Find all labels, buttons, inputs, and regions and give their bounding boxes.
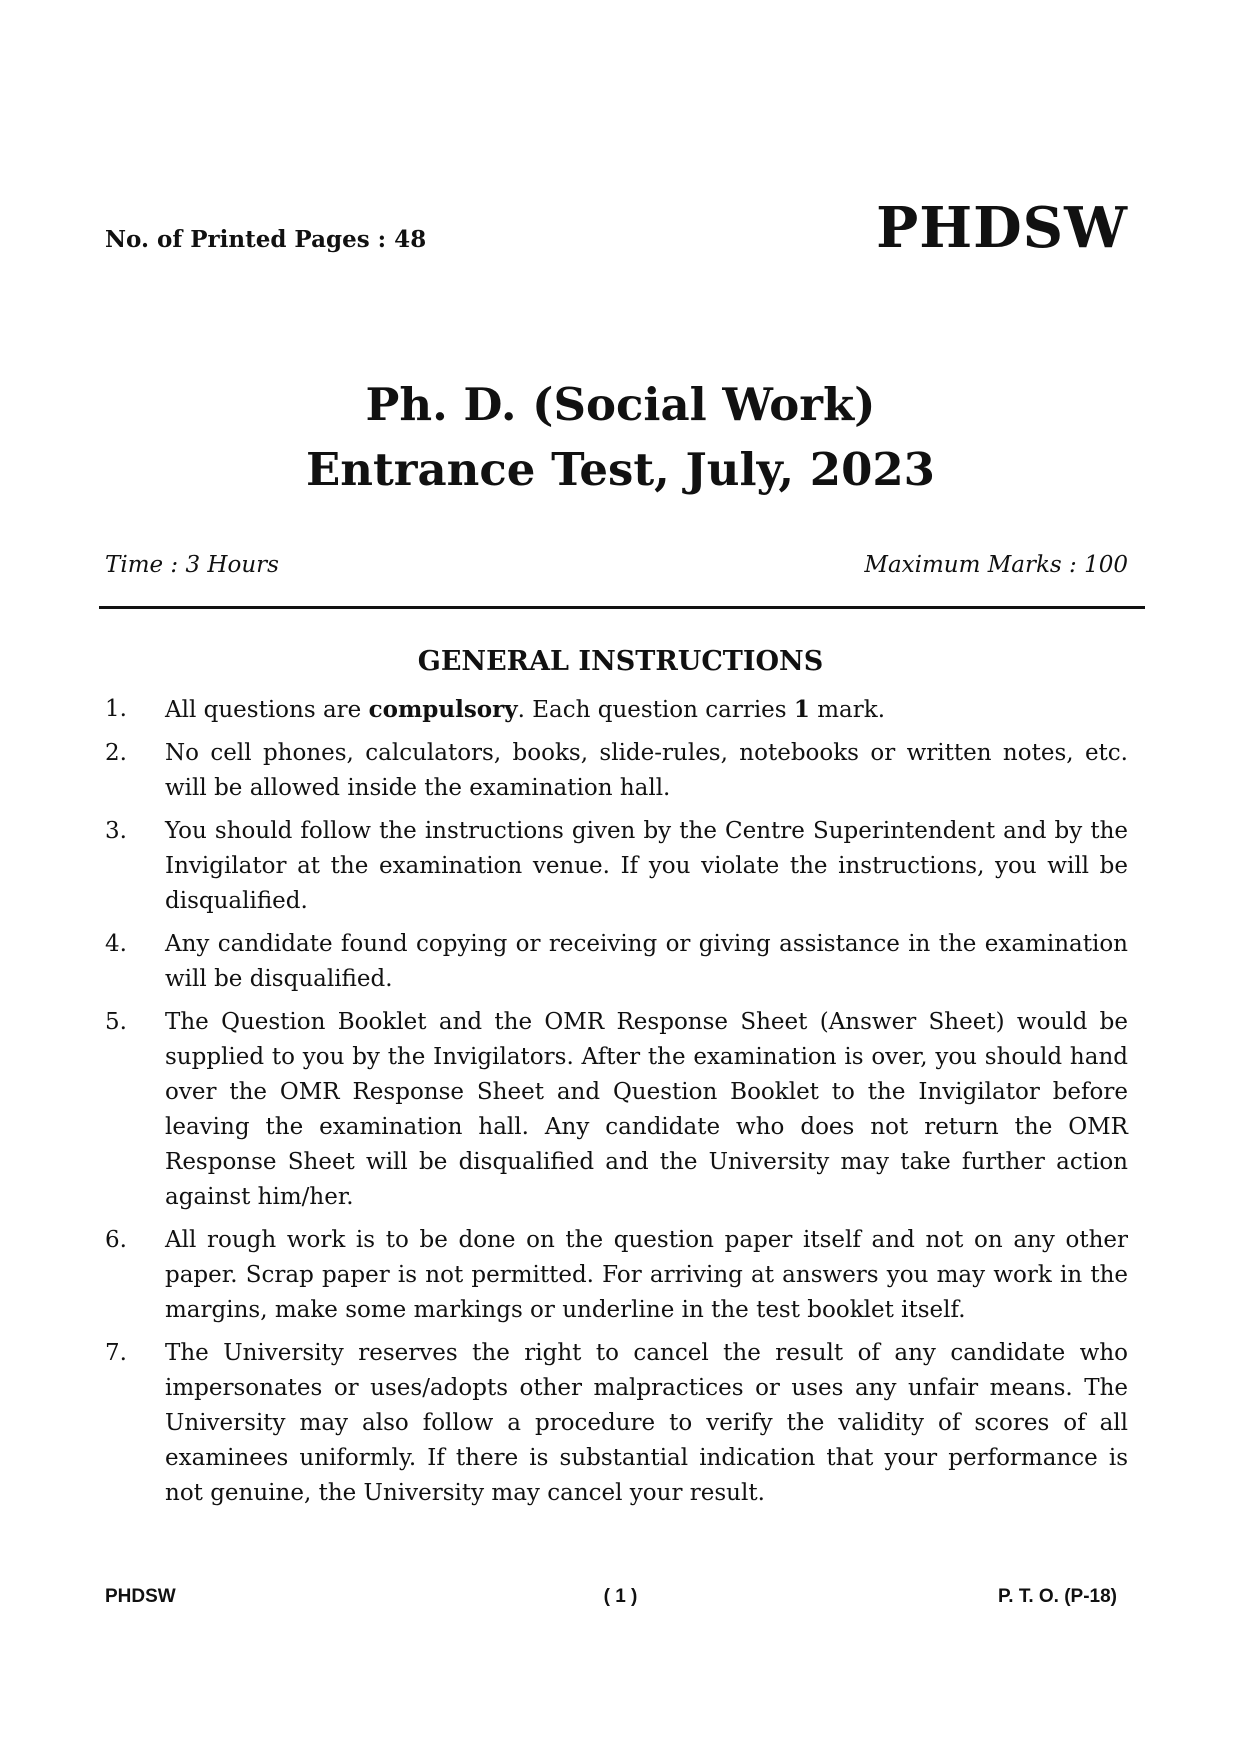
instruction-text: All questions are: [165, 697, 369, 723]
instruction-emphasis: 1: [793, 696, 810, 723]
paper-code: PHDSW: [876, 195, 1128, 261]
instruction-item: [105, 736, 1128, 806]
instruction-number: 2.: [105, 740, 127, 766]
instruction-text: The University reserves the right to cancel the result of any candidate who impersonates or uses/adopts other malpractices or uses any unfair means. The University may also follow a procedure to verify the validity of scores of all examinees uniformly. If there is substantial indication that your performance is not genuine, the University may cancel your result.: [165, 1340, 1128, 1506]
instruction-text: The Question Booklet and the OMR Response Sheet (Answer Sheet) would be supplied to you by the Invigilators. After the examination is over, you should hand over the OMR Response Sheet and Question Booklet to the Invigilator before leaving the examination hall. Any candidate who does not return the OMR Response Sheet will be disqualified and the University may take further action against him/her.: [165, 1009, 1128, 1210]
please-turn-over: P. T. O. (P-18): [998, 1586, 1117, 1607]
instruction-number: 6.: [105, 1227, 127, 1253]
instruction-item: [105, 692, 1128, 728]
exam-title: Ph. D. (Social Work): [365, 378, 876, 431]
instruction-number: 4.: [105, 931, 127, 957]
instruction-item: [105, 1223, 1128, 1328]
instruction-emphasis: compulsory: [368, 696, 518, 723]
instruction-text: You should follow the instructions given by the Centre Superintendent and by the Invigilator at the examination venue. If you violate the instructions, you will be disqualified.: [165, 818, 1128, 914]
instruction-text: mark.: [809, 697, 886, 723]
instruction-text: Any candidate found copying or receiving or giving assistance in the examination will be disqualified.: [165, 931, 1128, 992]
header-divider: [99, 606, 1145, 609]
instruction-item: [105, 1005, 1128, 1215]
instructions-list: [105, 692, 1128, 1519]
page-number: ( 1 ): [603, 1586, 638, 1607]
instruction-number: 3.: [105, 818, 127, 844]
instruction-number: 7.: [105, 1340, 127, 1366]
instruction-item: [105, 814, 1128, 919]
exam-duration: Time : 3 Hours: [105, 552, 279, 578]
instruction-number: 1.: [105, 696, 127, 722]
instructions-heading: GENERAL INSTRUCTIONS: [417, 646, 824, 677]
printed-pages-count: No. of Printed Pages : 48: [105, 226, 427, 253]
instruction-text: . Each question carries: [517, 697, 794, 723]
instruction-number: 5.: [105, 1009, 127, 1035]
instruction-item: [105, 927, 1128, 997]
instruction-text: No cell phones, calculators, books, slide-rules, notebooks or written notes, etc. will be allowed inside the examination hall.: [165, 740, 1128, 801]
maximum-marks: Maximum Marks : 100: [864, 552, 1128, 578]
exam-subtitle: Entrance Test, July, 2023: [305, 443, 935, 496]
footer-paper-code: PHDSW: [105, 1586, 176, 1607]
instruction-item: [105, 1336, 1128, 1511]
instruction-text: All rough work is to be done on the question paper itself and not on any other paper. Scrap paper is not permitted. For arriving at answers you may work in the margins, make some markings or underline in the test booklet itself.: [165, 1227, 1128, 1323]
